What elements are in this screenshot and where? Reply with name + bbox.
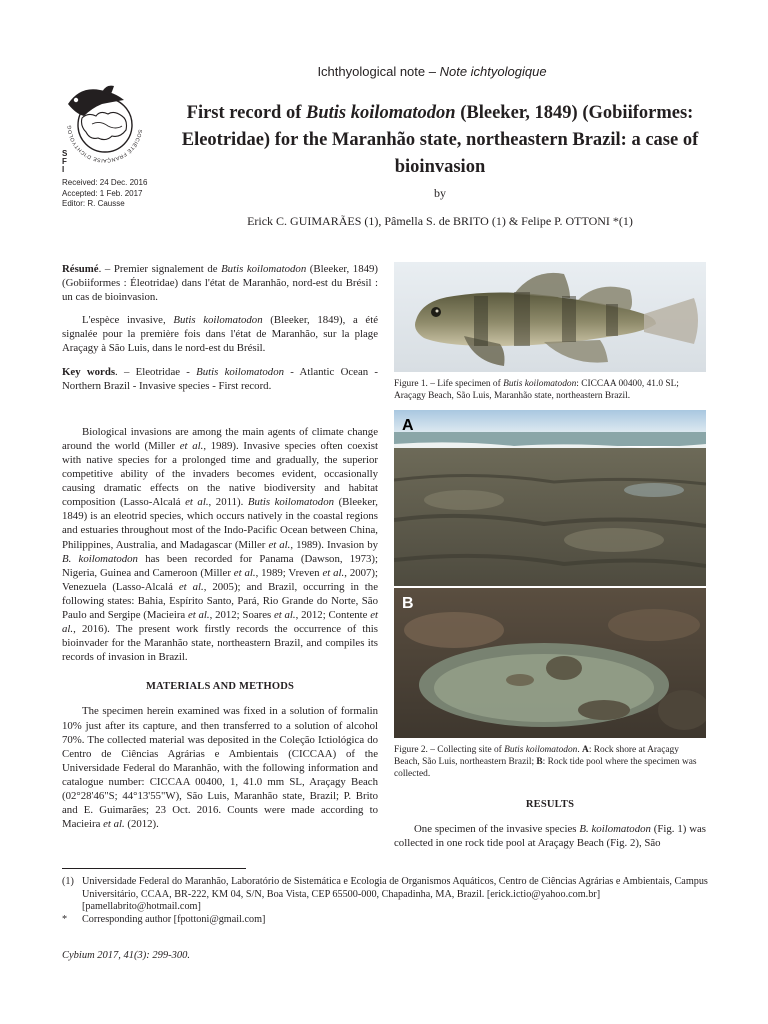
title-text-1: First record of xyxy=(186,103,307,123)
intro-etal-5: et al. xyxy=(322,566,345,579)
society-logo xyxy=(62,80,148,170)
intro-i: , 2005); and Brazil, occurring in the following states: Bahia, Espírito Santo, Pará, Rio Grande do Norte, São Paulo and Sergipe (Macieira xyxy=(62,580,378,621)
footnotes xyxy=(62,876,708,926)
resume-text-1: . – Premier signalement de xyxy=(98,263,222,275)
intro-e: , 1989). Invasion by xyxy=(290,538,379,551)
intro-etal-9: et al. xyxy=(62,608,378,636)
intro-d: (Bleeker, 1849) is an eleotrid species, which occurs natively in the coastal regions and estuaries throughout most of the Indo-Pacific Ocean between China, Philippines, Australia, and Madagascar (Miller xyxy=(62,496,378,551)
intro-etal-2: et al. xyxy=(185,496,209,509)
resume-species: Butis koilomatodon xyxy=(221,263,307,275)
keywords xyxy=(62,365,378,393)
resume-text-2: (Bleeker, 1849) (Gobiiformes : Éleotridae) dans l'état de Maranhão, nord-est du Brésil : un cas de bioinvasion. xyxy=(62,263,378,304)
intro-h: , 2007); Venezuela (Lasso-Alcalá xyxy=(62,566,379,593)
resume-label: Résumé xyxy=(62,263,99,275)
results-heading: RESULTS xyxy=(525,799,575,810)
editor-name: Editor: R. Causse xyxy=(62,199,125,208)
intro-species: Butis koilomatodon xyxy=(247,496,334,509)
note-english: Ichthyological note xyxy=(317,64,426,79)
fig2-caption-b-mark: B xyxy=(536,757,543,767)
svg-text:SOCIÉTÉ FRANÇAISE D'ICHTYOLOGI: SOCIÉTÉ FRANÇAISE D'ICHTYOLOG xyxy=(66,124,143,164)
methods-heading: MATERIALS AND METHODS xyxy=(145,681,295,693)
sfi-f: F xyxy=(62,157,67,166)
fig1-caption-a: Figure 1. – Life specimen of xyxy=(394,379,504,389)
fig1-caption-b: : CICCAA 00400, 41.0 SL; Araçagy Beach, São Luis, Maranhão state, northeastern Brazil. xyxy=(394,379,679,401)
fig2-caption xyxy=(394,744,706,780)
received-date: Received: 24 Dec. 2016 xyxy=(62,178,148,187)
note-separator: – xyxy=(425,64,440,79)
footnote-1-text: Universidade Federal do Maranhão, Laboratório de Sistemática e Ecologia de Organismos Aquáticos, Centro de Ciências Agrárias e Ambientais, Campus Universitário, CCAA, BR-222, KM 04, S/N, Boa Vista, CEP 65500-000, Chapadinha, MA, Brazil. [erick.ictio@yahoo.com.br] [pamellabrito@hotmail.com] xyxy=(82,876,708,912)
footnote-2 xyxy=(62,914,708,927)
intro-f: has been recorded for Panama (Dawson, 1973); Nigeria, Guinea and Cameroon (Miller xyxy=(62,552,378,579)
resume-p2-b: (Bleeker, 1849), a été signalée pour la première fois dans l'état de Maranhão, sur la plage Araçagy à São Luis, dans le nord-est du Brésil. xyxy=(62,314,378,355)
fig2-panel-a-label: A xyxy=(402,417,414,434)
journal-citation: Cybium 2017, 41(3): 299-300. xyxy=(62,950,191,961)
intro-b: , 1989). Invasive species often coexist with native species for a prolonged time and gradually, the superior competitive ability of the invaders becomes evident, occasionally causing dramatic effects on the native biodiversity and habitat composition (Lasso-Alcalá xyxy=(62,439,378,509)
results-a: One specimen of the invasive species xyxy=(414,823,580,836)
fig2-caption-species: Butis koilomatodon xyxy=(504,745,578,755)
intro-paragraph xyxy=(62,425,378,665)
footnote-1-mark: (1) xyxy=(62,876,74,887)
authors: Erick C. GUIMARÃES (1), Pâmella S. de BRITO (1) & Felipe P. OTTONI *(1) xyxy=(247,214,633,228)
intro-etal-6: et al. xyxy=(178,580,204,593)
intro-etal-4: et al. xyxy=(233,566,256,579)
keywords-label: Key words xyxy=(62,365,116,378)
accepted-date: Accepted: 1 Feb. 2017 xyxy=(62,188,143,198)
fig2-caption-d: : Rock tide pool where the specimen was collected. xyxy=(394,757,697,779)
resume-paragraph-2 xyxy=(62,313,378,355)
sfi-s: S xyxy=(62,149,68,158)
section-note xyxy=(48,64,768,79)
keywords-text-1: . – Eleotridae - xyxy=(115,365,197,378)
footnote-2-mark: * xyxy=(62,913,68,925)
keywords-species: Butis koilomatodon xyxy=(196,365,284,378)
results-species: B. koilomatodon xyxy=(579,823,651,836)
methods-a: The specimen herein examined was fixed in a solution of formalin 10% just after its capture, and then transferred to a solution of alcohol 70%. The collected material was deposited in the Coleção Ictiológica do Centro de Ciências Agrárias e Ambientais (CICCAA) of the Universidade Federal do Maranhão, with the following information and catalogue number: CICCAA 00400, 1, 41.0 mm SL, Araçagy Beach (02°28'46"S; 44°13'55"W), São Luis, Maranhão state, Brazil; P. Brito and E. Guimarães; 23 Oct. 2016. Counts were made according to Macieira xyxy=(62,705,378,831)
right-column xyxy=(394,262,706,850)
fig2-caption-c: : Rock shore at Araçagy Beach, São Luis, northeastern Brazil; xyxy=(394,745,679,767)
fig2-site-photos xyxy=(394,410,706,738)
methods-b: (2012). xyxy=(124,818,159,831)
intro-k: , 2012; Contente xyxy=(295,608,371,621)
left-column xyxy=(62,262,378,831)
title-text-2: (Bleeker, 1849) (Gobiiformes: Eleotridae) for the Maranhão state, northeastern Brazil: a case of bioinvasion xyxy=(181,103,699,177)
sfi-mark xyxy=(62,150,74,176)
intro-species-2: B. koilomatodon xyxy=(62,552,138,565)
fig1-caption-species: Butis koilomatodon xyxy=(503,379,577,389)
resume-p2-a: L'espèce invasive, xyxy=(82,314,174,327)
intro-c: , 2011). xyxy=(208,496,248,509)
resume-p2-species: Butis koilomatodon xyxy=(173,314,263,327)
title-species: Butis koilomatodon xyxy=(306,103,456,123)
article-title xyxy=(160,100,720,181)
fig2-caption-a-mark: A xyxy=(582,745,589,755)
results-paragraph xyxy=(394,822,706,850)
note-french: Note ichtyologique xyxy=(439,64,547,79)
intro-etal-7: et al. xyxy=(187,608,210,621)
sfi-i: I xyxy=(62,165,65,174)
fig2-caption-a: Figure 2. – Collecting site of xyxy=(394,745,505,755)
methods-paragraph xyxy=(62,704,378,831)
results-b: (Fig. 1) was collected in one rock tide pool at Araçagy Beach (Fig. 2), São xyxy=(394,823,706,850)
byline-by: by xyxy=(434,186,446,200)
intro-etal-8: et al. xyxy=(273,608,296,621)
intro-etal-3: et al. xyxy=(268,538,291,551)
keywords-text-2: - Atlantic Ocean - Northern Brazil - Invasive species - First record. xyxy=(62,365,378,392)
intro-a: Biological invasions are among the main agents of climate change around the world (Miller xyxy=(62,425,378,452)
intro-etal-1: et al. xyxy=(179,439,204,452)
footnote-2-text: Corresponding author [fpottoni@gmail.com] xyxy=(82,913,266,925)
footnote-1 xyxy=(62,876,708,914)
fig2-caption-b: . xyxy=(577,745,583,755)
intro-g: , 1989; Vreven xyxy=(255,566,323,579)
article-meta xyxy=(62,178,147,210)
fig1-fish-photo xyxy=(394,262,706,372)
fig1-caption xyxy=(394,378,706,402)
resume-paragraph xyxy=(62,262,378,304)
intro-j: , 2012; Soares xyxy=(209,608,274,621)
intro-l: , 2016). The present work firstly records the occurrence of this bioinvader for the Maranhão state, northeastern Brazil, and compiles its records of invasion in Brazil. xyxy=(62,623,378,664)
fig2-panel-b-label: B xyxy=(402,595,414,612)
footnote-rule xyxy=(62,868,246,869)
methods-etal: et al. xyxy=(103,818,125,831)
